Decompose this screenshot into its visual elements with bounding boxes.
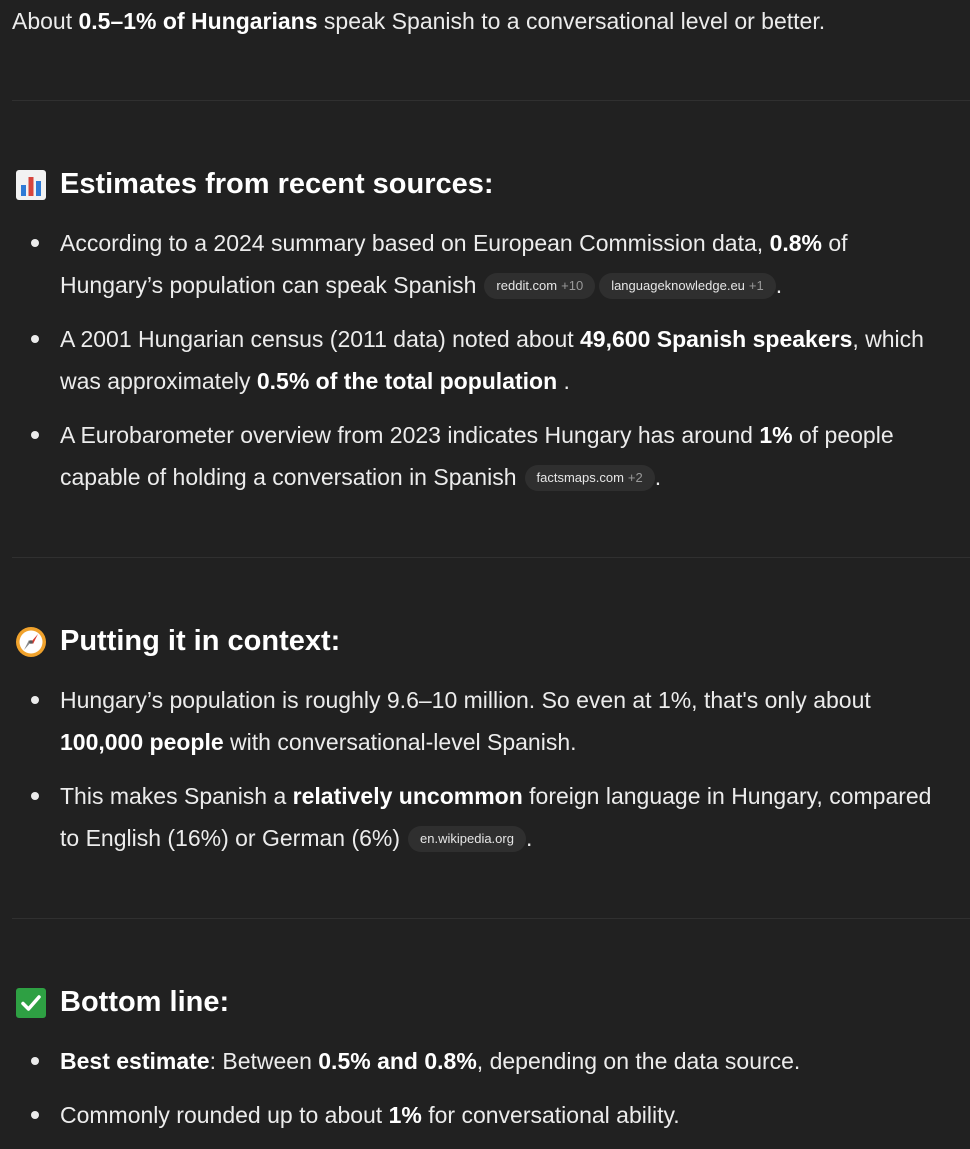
list-item: A 2001 Hungarian census (2011 data) noted about 49,600 Spanish speakers, which was approximately 0.5% of the total population . xyxy=(0,318,970,402)
divider xyxy=(12,100,970,101)
source-chip-languageknowledge[interactable]: languageknowledge.eu +1 xyxy=(599,273,776,299)
list-item: According to a 2024 summary based on European Commission data, 0.8% of Hungary’s population can speak Spanish reddit.com +10 languageknowledge.eu +1 . xyxy=(0,222,970,306)
bottom-line-list xyxy=(0,1040,970,1136)
intro-text: About 0.5–1% of Hungarians speak Spanish to a conversational level or better. xyxy=(12,8,826,34)
source-chip-factsmaps[interactable]: factsmaps.com +2 xyxy=(525,465,655,491)
context-heading: Putting it in context: xyxy=(15,625,340,658)
bottom-line-heading: Bottom line: xyxy=(15,986,229,1019)
list-item: A Eurobarometer overview from 2023 indicates Hungary has around 1% of people capable of holding a conversation in Spanish factsmaps.com +2 . xyxy=(0,414,970,498)
list-item: Hungary’s population is roughly 9.6–10 million. So even at 1%, that's only about 100,000 people with conversational-level Spanish. xyxy=(0,679,970,763)
intro-range: 0.5–1% of Hungarians xyxy=(78,8,318,34)
divider xyxy=(12,557,970,558)
list-item: Commonly rounded up to about 1% for conversational ability. xyxy=(0,1094,970,1136)
source-chip-wikipedia[interactable]: en.wikipedia.org xyxy=(408,826,526,852)
estimates-list xyxy=(0,222,970,498)
bar-chart-icon xyxy=(15,169,47,201)
estimates-heading: Estimates from recent sources: xyxy=(15,168,494,201)
list-item: Best estimate: Between 0.5% and 0.8%, depending on the data source. xyxy=(0,1040,970,1082)
compass-icon xyxy=(15,626,47,658)
divider xyxy=(12,918,970,919)
context-list xyxy=(0,679,970,859)
check-mark-icon xyxy=(15,987,47,1019)
list-item: This makes Spanish a relatively uncommon foreign language in Hungary, compared to English (16%) or German (6%) en.wikipedia.org . xyxy=(0,775,970,859)
source-chip-reddit[interactable]: reddit.com +10 xyxy=(484,273,595,299)
